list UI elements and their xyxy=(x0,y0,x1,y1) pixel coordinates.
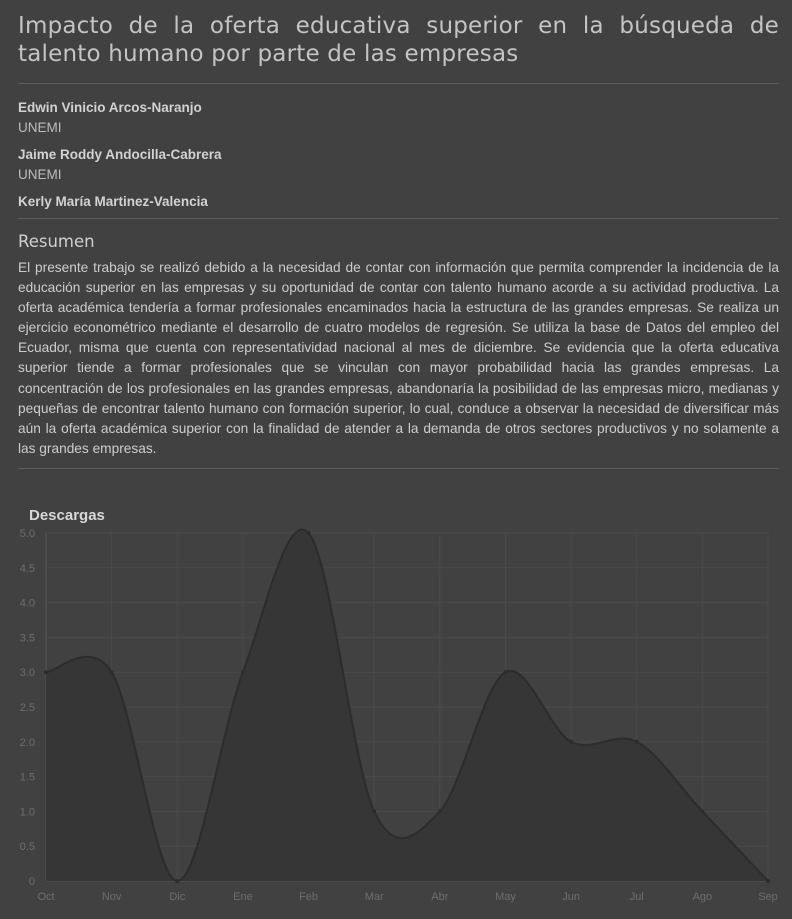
x-tick-label: Jul xyxy=(629,891,644,903)
author-2 xyxy=(18,147,779,183)
chart-area xyxy=(44,530,770,883)
author-affiliation: UNEMI xyxy=(18,167,62,182)
y-tick-label: 0 xyxy=(28,876,35,888)
downloads-chart-svg xyxy=(0,494,792,919)
abstract-divider xyxy=(18,468,779,469)
data-point[interactable] xyxy=(503,670,507,674)
y-tick-label: 4.5 xyxy=(19,562,35,575)
data-point[interactable] xyxy=(372,809,376,813)
abstract-text: El presente trabajo se realizó debido a la necesidad de contar con información que permita comprender la incidencia de la educación superior en las empresas y su oportunidad de contar con talento humano acorde a su actividad productiva. La oferta académica tendería a formar profesionales encaminados hacia la estructura de las grandes empresas. Se realiza un ejercicio econométrico mediante el desarrollo de cuatro modelos de regresión. Se utiliza la base de Datos del empleo del Ecuador, misma que cuenta con representatividad nacional al mes de diciembre. Se evidencia que la oferta educativa superior tiende a formar profesionales que se vinculan con mayor probabilidad hacia las grandes empresas. La concentración de los profesionales en las grandes empresas, abandonaría la posibilidad de las empresas micro, medianas y pequeñas de encontrar talento humano con formación superior, lo cual, conduce a observar la necesidad de diversificar más aún la oferta académica superior con la finalidad de atender a la demanda de otros sectores productivos y no solamente a las grandes empresas. xyxy=(18,260,779,456)
author-affiliation: UNEMI xyxy=(18,120,62,135)
data-point[interactable] xyxy=(438,809,442,813)
x-tick-label: Dic xyxy=(169,891,186,903)
downloads-chart xyxy=(0,494,792,919)
y-tick-label: 3.5 xyxy=(19,632,35,645)
chart-title: Descargas xyxy=(29,507,105,524)
y-tick-label: 3.0 xyxy=(19,667,35,680)
y-tick-label: 4.0 xyxy=(19,597,35,610)
y-tick-label: 2.5 xyxy=(19,702,35,714)
abstract-heading: Resumen xyxy=(18,232,95,251)
authors-section xyxy=(18,84,779,218)
author-name[interactable]: Kerly María Martinez-Valencia xyxy=(18,194,208,209)
x-axis xyxy=(37,891,777,903)
data-point[interactable] xyxy=(766,879,770,883)
x-tick-label: Nov xyxy=(101,891,122,903)
data-point[interactable] xyxy=(175,879,179,883)
x-tick-label: Oct xyxy=(37,891,55,903)
author-name[interactable]: Edwin Vinicio Arcos-Naranjo xyxy=(18,100,202,115)
data-point[interactable] xyxy=(110,670,114,674)
data-point[interactable] xyxy=(700,809,704,813)
y-tick-label: 5.0 xyxy=(19,528,35,540)
y-tick-label: 2.0 xyxy=(19,736,35,749)
x-tick-label: Abr xyxy=(431,891,449,903)
y-axis xyxy=(20,528,35,888)
x-tick-label: Jun xyxy=(562,891,580,903)
y-tick-label: 1.0 xyxy=(19,806,35,819)
data-point[interactable] xyxy=(569,740,573,744)
x-tick-label: Sep xyxy=(758,891,778,903)
x-tick-label: Ene xyxy=(233,891,253,903)
author-1 xyxy=(18,100,779,136)
data-point[interactable] xyxy=(307,531,311,535)
y-tick-label: 1.5 xyxy=(19,771,35,784)
x-tick-label: May xyxy=(495,891,516,903)
data-point[interactable] xyxy=(44,670,48,674)
data-point[interactable] xyxy=(241,670,245,674)
author-name[interactable]: Jaime Roddy Andocilla-Cabrera xyxy=(18,147,222,162)
x-tick-label: Feb xyxy=(299,891,319,903)
x-tick-label: Ago xyxy=(692,891,713,903)
article-title: Impacto de la oferta educativa superior en la búsqueda de talento humano por parte de las empresas xyxy=(18,13,779,67)
y-tick-label: 0.5 xyxy=(19,841,35,854)
x-tick-label: Mar xyxy=(364,891,384,903)
data-point[interactable] xyxy=(635,740,639,744)
author-3 xyxy=(18,194,779,210)
